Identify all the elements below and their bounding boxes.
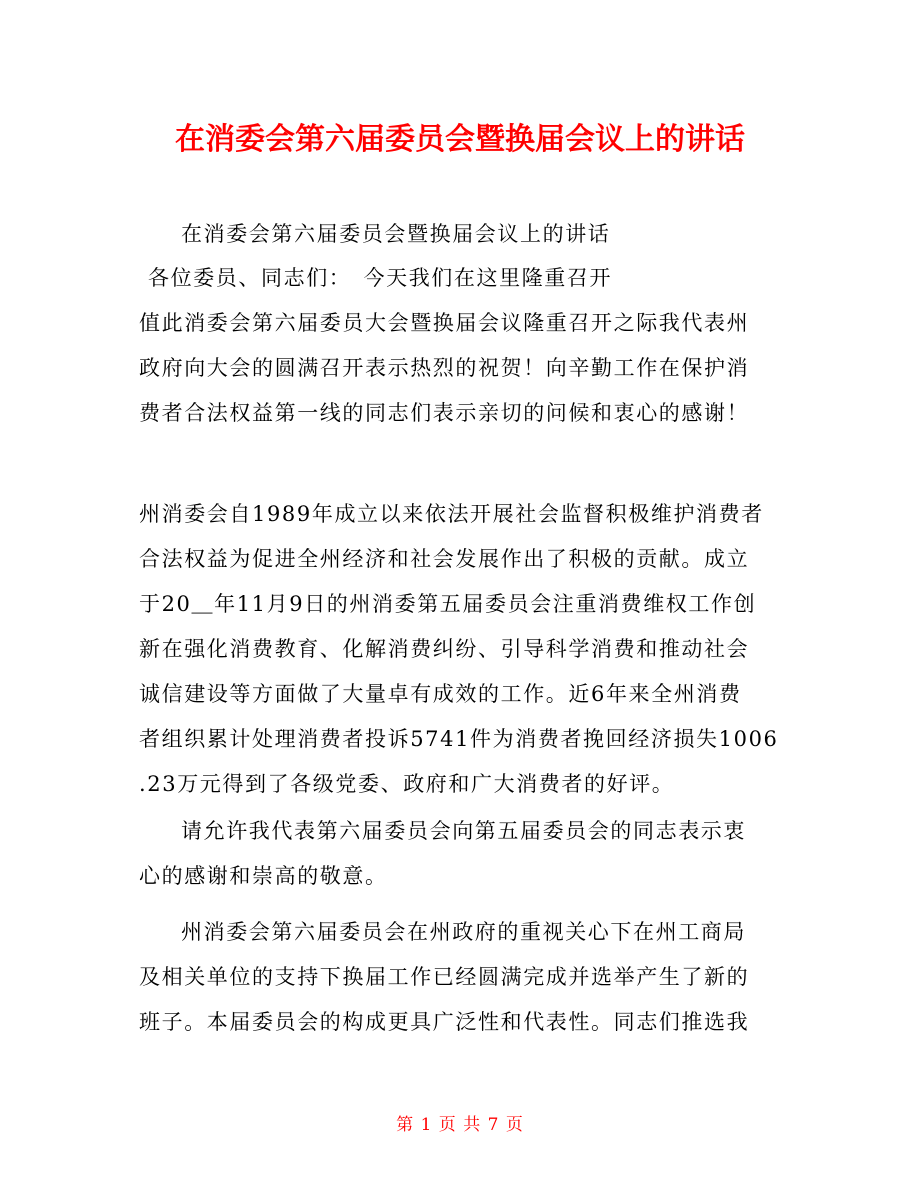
body-line: 州消委会自1989年成立以来依法开展社会监督积极维护消费者 <box>139 502 764 526</box>
body-line: .23万元得到了各级党委、政府和广大消费者的好评。 <box>139 772 675 796</box>
body-line: 在消委会第六届委员会暨换届会议上的讲话 <box>181 222 611 246</box>
body-line: 心的感谢和崇高的敬意。 <box>139 864 388 888</box>
body-line: 班子。本届委员会的构成更具广泛性和代表性。同志们推选我 <box>139 1010 750 1034</box>
document-title: 在消委会第六届委员会暨换届会议上的讲话 <box>175 122 745 157</box>
body-line: 政府向大会的圆满召开表示热烈的祝贺！向辛勤工作在保护消 <box>139 356 750 380</box>
body-line: 州消委会第六届委员会在州政府的重视关心下在州工商局 <box>181 920 746 944</box>
body-line: 请允许我代表第六届委员会向第五届委员会的同志表示衷 <box>181 819 746 843</box>
body-line: 于20＿年11月9日的州消委第五届委员会注重消费维权工作创 <box>139 592 757 616</box>
body-line: 及相关单位的支持下换届工作已经圆满完成并选举产生了新的 <box>139 965 750 989</box>
body-line: 各位委员、同志们： 今天我们在这里隆重召开 <box>148 266 613 290</box>
body-line: 费者合法权益第一线的同志们表示亲切的问候和衷心的感谢！ <box>139 401 750 425</box>
body-line: 新在强化消费教育、化解消费纠纷、引导科学消费和推动社会 <box>139 637 750 661</box>
body-line: 合法权益为促进全州经济和社会发展作出了积极的贡献。成立 <box>139 547 750 571</box>
body-line: 诚信建设等方面做了大量卓有成效的工作。近6年来全州消费 <box>139 682 742 706</box>
page-number-footer: 第 1 页 共 7 页 <box>396 1115 524 1135</box>
body-line: 值此消委会第六届委员大会暨换届会议隆重召开之际我代表州 <box>139 311 750 335</box>
body-line: 者组织累计处理消费者投诉5741件为消费者挽回经济损失1006 <box>139 727 779 751</box>
